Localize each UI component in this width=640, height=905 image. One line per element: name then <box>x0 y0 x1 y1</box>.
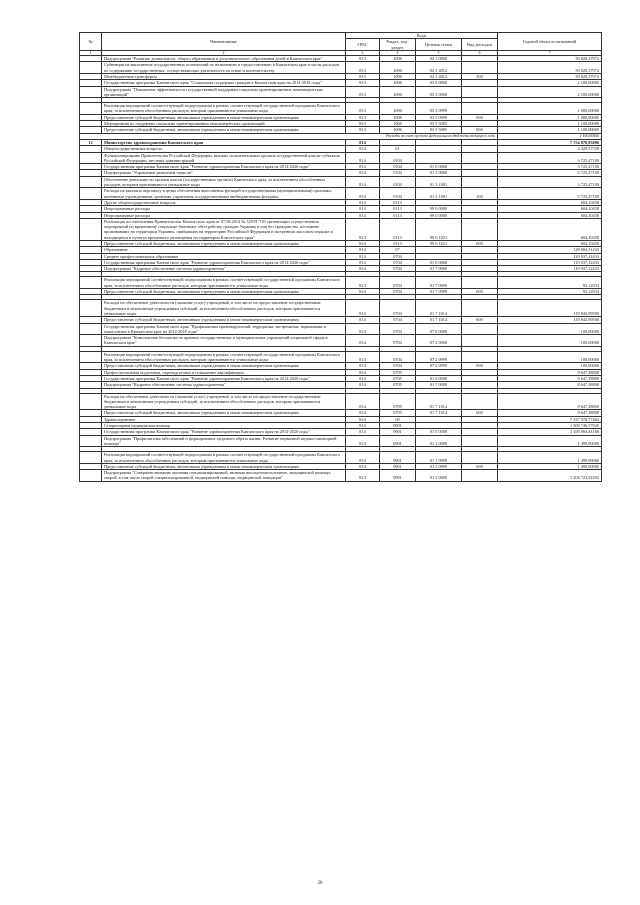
grbs-code: 813 <box>346 56 380 62</box>
amount-cell: 119 843,99500 <box>498 300 602 317</box>
section-code: 0704 <box>380 289 416 295</box>
item-name: Государственная программа Камчатского края "Развитие здравоохранения Камчатского края на 2014-2020 годы" <box>102 259 346 265</box>
amount-cell: 119 843,99500 <box>498 317 602 323</box>
exptype-code <box>462 300 498 317</box>
amount-cell: 604,10458 <box>498 206 602 212</box>
amount-cell: 1 499,90000 <box>498 452 602 464</box>
section-code: 0113 <box>380 241 416 247</box>
item-name: Подпрограмма "Кадровое обеспечение системы здравоохранения" <box>102 382 346 388</box>
section-code: 0704 <box>380 363 416 369</box>
amount-cell: 2 100,00000 <box>498 80 602 86</box>
header-exptype: Вид расходов <box>462 39 498 51</box>
item-name: Предоставление субсидий бюджетным, автономным учреждениям и иным некоммерческим организациям <box>102 289 346 295</box>
item-name: Государственная программа Камчатского края "Развитие здравоохранения Камчатского края на 2014-2020 годы" <box>102 429 346 435</box>
grbs-code: 814 <box>346 323 380 335</box>
item-name: Реализация мероприятий соответствующей подпрограммы в рамках соответствующей государственной программы Камчатского края, за исключением обособленных расходов, которым присваиваются уникальные коды <box>102 351 346 363</box>
note-text: Расходы за счет средств федерального бюджета текущего года <box>80 133 498 139</box>
amount-cell: 604,10458 <box>498 199 602 205</box>
table-body <box>80 56 602 482</box>
item-name: Предоставление субсидий бюджетным, автономным учреждениям и иным некоммерческим организациям <box>102 241 346 247</box>
amount-cell: 119 937,12433 <box>498 259 602 265</box>
target-code: 02 1 4012 <box>416 62 462 74</box>
exptype-code: 100 <box>462 188 498 200</box>
row-number <box>80 188 102 200</box>
amount-cell: 1 100,00000 <box>498 121 602 127</box>
exptype-code <box>462 152 498 164</box>
amount-cell: 7 754 870,83006 <box>498 139 602 145</box>
grbs-code: 814 <box>346 164 380 170</box>
target-code: 01 0 0000 <box>416 429 462 435</box>
row-number <box>80 323 102 335</box>
item-name: Государственная программа Камчатского края "Профилактика правонарушений, терроризма, экстремизма, наркомании и алкоголизма в Камчатском крае на 2014-2018 годы" <box>102 323 346 335</box>
table-row <box>80 218 602 240</box>
table-row <box>80 323 602 335</box>
section-code: 0705 <box>380 369 416 375</box>
grbs-code: 814 <box>346 470 380 482</box>
grbs-code: 814 <box>346 241 380 247</box>
exptype-code: 600 <box>462 114 498 120</box>
section-code: 0113 <box>380 212 416 218</box>
grbs-code: 814 <box>346 253 380 259</box>
amount-cell: 604,10458 <box>498 241 602 247</box>
section-code: 1006 <box>380 73 416 79</box>
colnum: 1 <box>80 50 102 55</box>
exptype-code <box>462 86 498 98</box>
amount-cell: 100,00000 <box>498 363 602 369</box>
amount-cell: 2 100,00000 <box>498 86 602 98</box>
exptype-code <box>462 351 498 363</box>
row-number <box>80 218 102 240</box>
exptype-code <box>462 103 498 115</box>
amount-cell: 119 937,12433 <box>498 266 602 272</box>
item-name: Подпрограмма "Управление развитием отрасли" <box>102 170 346 176</box>
header-name: Наименование <box>102 33 346 51</box>
item-name: Непрограммные расходы <box>102 206 346 212</box>
target-code: 99 0 0000 <box>416 206 462 212</box>
target-code: 01 3 1001 <box>416 176 462 188</box>
grbs-code: 814 <box>346 452 380 464</box>
grbs-code: 813 <box>346 73 380 79</box>
grbs-code: 813 <box>346 86 380 98</box>
amount-cell: 100,00000 <box>498 335 602 347</box>
exptype-code <box>462 393 498 410</box>
grbs-code: 814 <box>346 369 380 375</box>
table-row <box>80 393 602 410</box>
table-row <box>80 452 602 464</box>
grbs-code: 814 <box>346 199 380 205</box>
grbs-code: 813 <box>346 114 380 120</box>
target-code: 01 3 1001 <box>416 188 462 200</box>
item-name: Реализация постановления Правительства Камчатского края от 07.08.2014 № 329-П "Об организации осуществления мероприятий по временному социально-бытовому обустройству граждан Украины и лиц без гражданства, постоянно проживавших на территории Украины, прибывших на территорию Российской Федерации в экстренном массовом порядке и находящихся в пунктах временного размещения на территории Камчатского края" <box>102 218 346 240</box>
section-code: 09 <box>380 416 416 422</box>
section-code: 0705 <box>380 382 416 388</box>
section-code: 0704 <box>380 323 416 335</box>
row-number <box>80 277 102 289</box>
amount-cell: 8 647,38800 <box>498 393 602 410</box>
item-name: Предоставление субсидий бюджетным, автономным учреждениям и иным некоммерческим организациям <box>102 463 346 469</box>
target-code: 03 5 0999 <box>416 103 462 115</box>
item-name: Другие общегосударственные вопросы <box>102 199 346 205</box>
target-code: 01 0 0000 <box>416 259 462 265</box>
grbs-code: 814 <box>346 170 380 176</box>
target-code: 02 1 4012 <box>416 73 462 79</box>
item-name: Подпрограмма "Развитие дошкольного, общего образования и дополнительного образования детей в Камчатском крае" <box>102 56 346 62</box>
section-code: 0104 <box>380 176 416 188</box>
item-name: Образование <box>102 247 346 253</box>
exptype-code <box>462 218 498 240</box>
grbs-code: 814 <box>346 423 380 429</box>
target-code: 01 2 0000 <box>416 470 462 482</box>
target-code: 07 0 0000 <box>416 323 462 335</box>
exptype-code: 500 <box>462 73 498 79</box>
item-name: Функционирование Правительства Российской Федерации, высших исполнительных органов государственной власти субъектов Российской Федерации, местных администраций <box>102 152 346 164</box>
amount-cell: 1 000,00000 <box>498 114 602 120</box>
grbs-code: 814 <box>346 289 380 295</box>
section-code: 0901 <box>380 423 416 429</box>
section-code: 0901 <box>380 435 416 447</box>
item-name: Предоставление субсидий бюджетным, автономным учреждениям и иным некоммерческим организациям <box>102 410 346 416</box>
section-code: 0705 <box>380 410 416 416</box>
table-row <box>80 86 602 98</box>
exptype-code <box>462 435 498 447</box>
exptype-code: 600 <box>462 363 498 369</box>
section-code: 0704 <box>380 253 416 259</box>
amount-cell: 100,00000 <box>498 323 602 335</box>
table-row <box>80 300 602 317</box>
grbs-code: 814 <box>346 218 380 240</box>
page-number: 20 <box>317 881 323 886</box>
item-name: Реализация мероприятий соответствующей подпрограммы в рамках соответствующей государственной программы Камчатского края, за исключением обособленных расходов, которым присваиваются уникальные коды <box>102 452 346 464</box>
budget-table-sheet <box>79 32 601 482</box>
row-number <box>80 103 102 115</box>
grbs-code: 813 <box>346 127 380 133</box>
table-row <box>80 470 602 482</box>
section-code: 0901 <box>380 452 416 464</box>
section-code: 0104 <box>380 152 416 164</box>
exptype-code <box>462 277 498 289</box>
item-name: Государственная программа Камчатского края "Развитие здравоохранения Камчатского края на 2014-2020 годы" <box>102 164 346 170</box>
target-code: 01 1 0999 <box>416 452 462 464</box>
exptype-code <box>462 176 498 188</box>
section-code: 0113 <box>380 218 416 240</box>
item-name: Предоставление субсидий бюджетным, автономным учреждениям и иным некоммерческим организациям <box>102 127 346 133</box>
section-code: 1006 <box>380 127 416 133</box>
grbs-code: 814 <box>346 435 380 447</box>
item-name: Предоставление субсидий бюджетным, автономным учреждениям и иным некоммерческим организациям <box>102 114 346 120</box>
amount-cell: 1 100,00000 <box>498 127 602 133</box>
target-code: 03 5 5085 <box>416 127 462 133</box>
item-name: Подпрограмма "Повышение эффективности государственной поддержки социально ориентированных некоммерческих организаций" <box>102 86 346 98</box>
target-code: 99 0 1021 <box>416 218 462 240</box>
item-name: Реализация мероприятий соответствующей подпрограммы в рамках соответствующей государственной программы Камчатского края, за исключением обособленных расходов, которым присваиваются уникальные коды <box>102 103 346 115</box>
amount-cell: 3 725,47100 <box>498 170 602 176</box>
grbs-code: 814 <box>346 266 380 272</box>
target-code: 01 7 0000 <box>416 266 462 272</box>
target-code: 01 7 1014 <box>416 410 462 416</box>
grbs-code: 814 <box>346 375 380 381</box>
grbs-code: 814 <box>346 206 380 212</box>
grbs-code: 814 <box>346 317 380 323</box>
amount-cell: 1 499,90000 <box>498 463 602 469</box>
exptype-code <box>462 323 498 335</box>
table-row <box>80 188 602 200</box>
grbs-code: 814 <box>346 188 380 200</box>
colnum: 5 <box>416 50 462 55</box>
amount-cell: 1 000,00000 <box>498 103 602 115</box>
section-code: 07 <box>380 247 416 253</box>
amount-cell: 100,00000 <box>498 351 602 363</box>
row-number <box>80 470 102 482</box>
section-code: 1006 <box>380 103 416 115</box>
header-grbs: ГРБС <box>346 39 380 51</box>
row-number <box>80 62 102 74</box>
row-number: 12 <box>80 139 102 145</box>
row-number <box>80 435 102 447</box>
grbs-code: 814 <box>346 429 380 435</box>
grbs-code: 814 <box>346 259 380 265</box>
item-name: Межбюджетные трансферты <box>102 73 346 79</box>
item-name: Расходы на обеспечение деятельности (оказание услуг) учреждений, в том числе на предоставление государственным бюджетным и автономным учреждениям субсидий, за исключением обособленных расходов, которым присваиваются уникальные коды <box>102 393 346 410</box>
amount-cell: 3 725,47100 <box>498 188 602 200</box>
item-name: Общегосударственные вопросы <box>102 146 346 152</box>
header-codes: Коды <box>346 33 498 39</box>
header-volume: Годовой объем ассигнований <box>498 33 602 51</box>
item-name: Реализация мероприятий соответствующей подпрограммы в рамках соответствующей государственной программы Камчатского края, за исключением обособленных расходов, которым присваиваются уникальные коды <box>102 277 346 289</box>
amount-cell: 604,10458 <box>498 212 602 218</box>
item-name: Здравоохранение <box>102 416 346 422</box>
section-code: 0704 <box>380 317 416 323</box>
section-code: 0104 <box>380 164 416 170</box>
table-row <box>80 176 602 188</box>
item-name: Мероприятия по поддержке социально ориентированных некоммерческих организаций <box>102 121 346 127</box>
item-name: Субвенции на выполнение государственных полномочий по назначению и предоставлению в Камчатском крае и части расходов по содержанию государственных, осуществляющих деятельность по опеке и попечительству <box>102 62 346 74</box>
grbs-code: 814 <box>346 363 380 369</box>
target-code: 01 1 0999 <box>416 463 462 469</box>
item-name: Подпрограмма "Кадровое обеспечение системы здравоохранения" <box>102 266 346 272</box>
table-row <box>80 335 602 347</box>
target-code <box>416 152 462 164</box>
row-number <box>80 86 102 98</box>
header-target: Целевая статья <box>416 39 462 51</box>
target-code: 01 7 0999 <box>416 277 462 289</box>
amount-cell: 8 647,38800 <box>498 410 602 416</box>
exptype-code: 600 <box>462 317 498 323</box>
item-name: Подпрограмма "Совершенствование оказания специализированной, включая высокотехнологичную, медицинской помощи, скорой, в том числе скорой специализированной, медицинской помощи, медицинской эвакуации" <box>102 470 346 482</box>
table-row <box>80 277 602 289</box>
item-name: Предоставление субсидий бюджетным, автономным учреждениям и иным некоммерческим организациям <box>102 317 346 323</box>
section-code: 1006 <box>380 56 416 62</box>
grbs-code: 814 <box>346 277 380 289</box>
amount-cell: 3 725,47100 <box>498 164 602 170</box>
section-code: 0901 <box>380 470 416 482</box>
item-name: Стационарная медицинская помощь <box>102 423 346 429</box>
section-code: 0113 <box>380 206 416 212</box>
grbs-code: 814 <box>346 410 380 416</box>
exptype-code <box>462 62 498 74</box>
section-code: 0704 <box>380 277 416 289</box>
item-name: Среднее профессиональное образование <box>102 253 346 259</box>
section-code: 0704 <box>380 351 416 363</box>
section-code: 1006 <box>380 121 416 127</box>
section-code: 1006 <box>380 86 416 98</box>
section-code: 0104 <box>380 188 416 200</box>
row-number <box>80 452 102 464</box>
item-name: Подпрограмма "Комплексная безопасность краевых государственных и муниципальных учреждений социальной сферы в Камчатском крае" <box>102 335 346 347</box>
target-code: 01 7 0000 <box>416 382 462 388</box>
amount-cell: 8 647,38800 <box>498 369 602 375</box>
amount-cell: 128 684,51233 <box>498 247 602 253</box>
amount-cell: 8 647,38800 <box>498 375 602 381</box>
section-code: 1006 <box>380 114 416 120</box>
header-num: № <box>80 33 102 51</box>
exptype-code <box>462 335 498 347</box>
exptype-code: 600 <box>462 289 498 295</box>
target-code: 01 3 0000 <box>416 170 462 176</box>
row-number <box>80 351 102 363</box>
grbs-code: 813 <box>346 80 380 86</box>
grbs-code: 814 <box>346 416 380 422</box>
section-code: 0901 <box>380 429 416 435</box>
row-number <box>80 176 102 188</box>
amount-cell: 3 725,47100 <box>498 152 602 164</box>
amount-cell: 7 337 978,77462 <box>498 416 602 422</box>
target-code: 03 5 0999 <box>416 114 462 120</box>
amount-cell: 3 725,47100 <box>498 176 602 188</box>
grbs-code: 814 <box>346 152 380 164</box>
exptype-code: 600 <box>462 410 498 416</box>
target-code: 03 0 0000 <box>416 80 462 86</box>
row-number <box>80 300 102 317</box>
target-code: 07 2 0000 <box>416 335 462 347</box>
item-name: Профессиональная подготовка, переподготовка и повышение квалификации <box>102 369 346 375</box>
amount-cell: 1 204 723,92292 <box>498 470 602 482</box>
table-row <box>80 152 602 164</box>
amount-cell: 1 100,00000 <box>498 133 602 139</box>
grbs-code: 813 <box>346 62 380 74</box>
target-code: 01 7 1014 <box>416 300 462 317</box>
target-code: 99 0 0000 <box>416 212 462 218</box>
row-number <box>80 335 102 347</box>
table-row <box>80 103 602 115</box>
item-name: Расходы на обеспечение деятельности (оказание услуг) учреждений, в том числе на предоставление государственным бюджетным и автономным учреждениям субсидий, за исключением обособленных расходов, которым присваиваются уникальные коды <box>102 300 346 317</box>
target-code: 99 0 1021 <box>416 241 462 247</box>
amount-cell: 1 495 063,41166 <box>498 429 602 435</box>
grbs-code: 814 <box>346 463 380 469</box>
grbs-code: 814 <box>346 382 380 388</box>
grbs-code: 814 <box>346 176 380 188</box>
section-code: 0104 <box>380 170 416 176</box>
target-code: 03 5 0000 <box>416 86 462 98</box>
section-code: 0704 <box>380 259 416 265</box>
item-name: Государственная программа Камчатского края "Развитие здравоохранения Камчатского края на 2014-2020 годы" <box>102 375 346 381</box>
item-name: Обеспечение деятельности органов власти (государственных органов) Камчатского края, за исключением обособленных расходов, которым присваиваются уникальные коды <box>102 176 346 188</box>
grbs-code: 814 <box>346 247 380 253</box>
amount-cell: 4 329,57558 <box>498 146 602 152</box>
colnum: 4 <box>380 50 416 55</box>
target-code: 01 0 0000 <box>416 164 462 170</box>
colnum: 2 <box>102 50 346 55</box>
exptype-code: 600 <box>462 241 498 247</box>
section-code: 0705 <box>380 375 416 381</box>
table-row <box>80 62 602 74</box>
item-name: Министерство здравоохранения Камчатского края <box>102 139 346 145</box>
amount-cell: 604,10458 <box>498 218 602 240</box>
item-name: Непрограммные расходы <box>102 212 346 218</box>
item-name: Предоставление субсидий бюджетным, автономным учреждениям и иным некоммерческим организациям <box>102 363 346 369</box>
budget-table <box>79 32 602 482</box>
amount-cell: 39 820,37972 <box>498 73 602 79</box>
exptype-code <box>462 452 498 464</box>
grbs-code: 814 <box>346 300 380 317</box>
table-row <box>80 351 602 363</box>
target-code: 01 0 0000 <box>416 375 462 381</box>
section-code: 0704 <box>380 335 416 347</box>
row-number <box>80 393 102 410</box>
section-code: 0705 <box>380 393 416 410</box>
row-number <box>80 152 102 164</box>
amount-cell: 39 820,37972 <box>498 62 602 74</box>
section-code: 01 <box>380 146 416 152</box>
section-code: 0901 <box>380 463 416 469</box>
target-code: 07 2 0999 <box>416 351 462 363</box>
header-section: Раздел, под-раздел <box>380 39 416 51</box>
amount-cell: 93,12933 <box>498 277 602 289</box>
amount-cell: 8 647,38800 <box>498 382 602 388</box>
section-code: 0704 <box>380 300 416 317</box>
amount-cell: 120 037,12433 <box>498 253 602 259</box>
grbs-code: 814 <box>346 393 380 410</box>
section-code: 1006 <box>380 80 416 86</box>
colnum: 3 <box>346 50 380 55</box>
section-code: 1006 <box>380 62 416 74</box>
exptype-code: 600 <box>462 127 498 133</box>
exptype-code <box>462 470 498 482</box>
target-code: 01 7 1014 <box>416 317 462 323</box>
colnum: 6 <box>462 50 498 55</box>
target-code: 02 1 0000 <box>416 56 462 62</box>
target-code: 07 2 0999 <box>416 363 462 369</box>
item-name: Подпрограмма "Профилактика заболеваний и формирование здорового образа жизни. Развитие первичной медико-санитарной помощи" <box>102 435 346 447</box>
item-name: Расходы на выплаты персоналу в целях обеспечения выполнения функций государственными (муниципальными) органами, казенными учреждениями, органами управления государственными внебюджетными фондами <box>102 188 346 200</box>
section-code: 0113 <box>380 199 416 205</box>
grbs-code: 814 <box>346 351 380 363</box>
amount-cell: 1 509 746,57920 <box>498 423 602 429</box>
table-row <box>80 435 602 447</box>
grbs-code: 814 <box>346 212 380 218</box>
colnum: 7 <box>498 50 602 55</box>
item-name: Государственная программа Камчатского края "Социальная поддержка граждан в Камчатском крае на 2014-2018 годы" <box>102 80 346 86</box>
exptype-code: 600 <box>462 463 498 469</box>
target-code: 01 1 0000 <box>416 435 462 447</box>
amount-cell: 93,12933 <box>498 289 602 295</box>
target-code: 01 7 1014 <box>416 393 462 410</box>
grbs-code: 814 <box>346 335 380 347</box>
grbs-code: 814 <box>346 146 380 152</box>
grbs-code: 814 <box>346 139 380 145</box>
grbs-code: 813 <box>346 103 380 115</box>
amount-cell: 39 820,37972 <box>498 56 602 62</box>
target-code: 01 7 0999 <box>416 289 462 295</box>
target-code: 03 5 5085 <box>416 121 462 127</box>
section-code: 0704 <box>380 266 416 272</box>
amount-cell: 1 499,90000 <box>498 435 602 447</box>
grbs-code: 813 <box>346 121 380 127</box>
